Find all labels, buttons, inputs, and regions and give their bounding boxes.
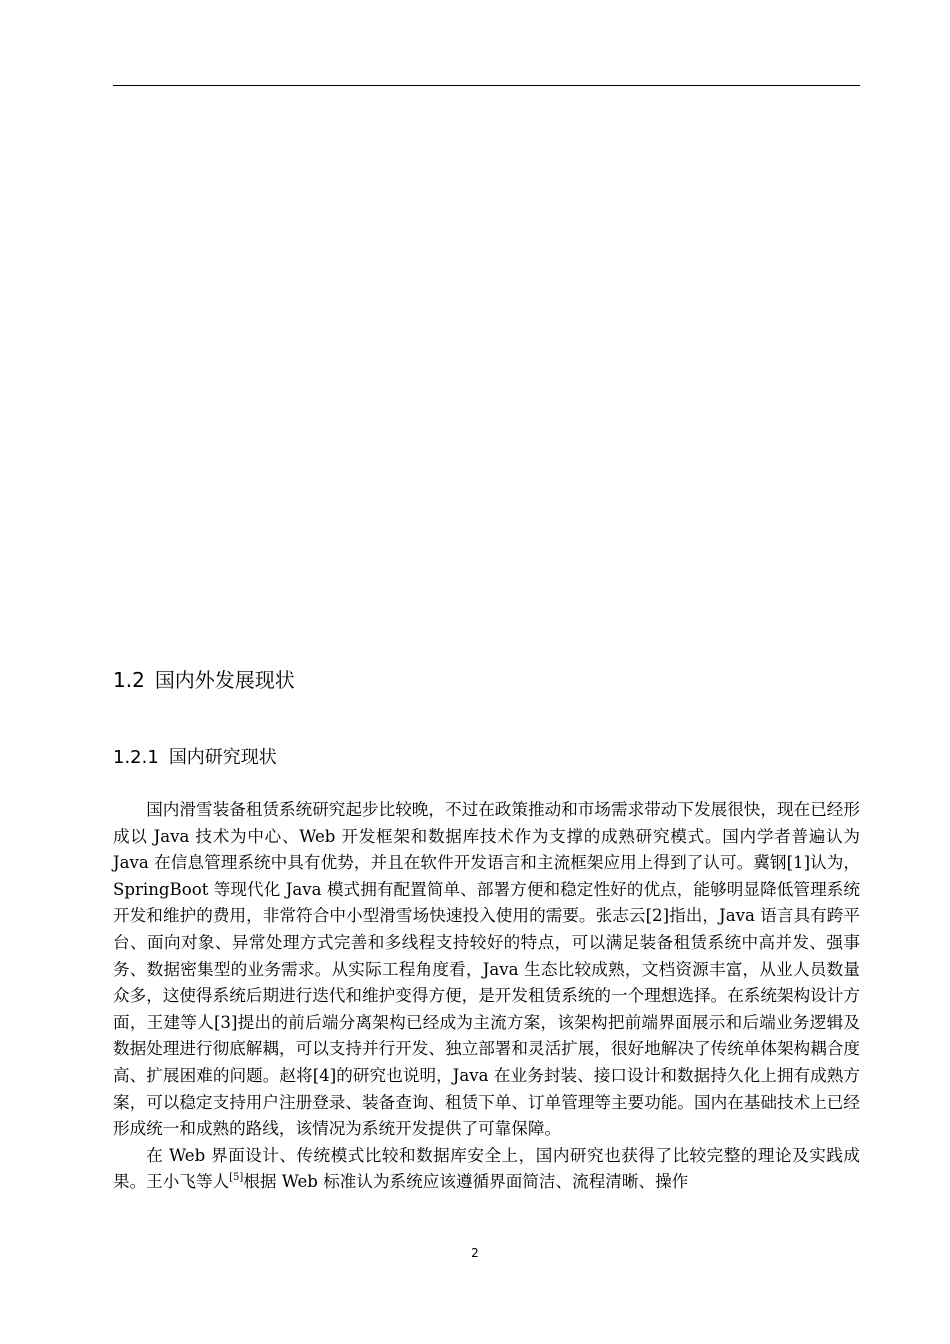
subsection-number: 1.2.1 — [113, 747, 159, 768]
section-title: 国内外发展现状 — [154, 668, 295, 692]
paragraph-2 — [113, 1143, 860, 1196]
subsection-title: 国内研究现状 — [168, 747, 277, 768]
subsection-heading — [113, 745, 277, 771]
paragraph-2-text-after-ref: 根据 Web 标准认为系统应该遵循界面简洁、流程清晰、操作 — [243, 1172, 689, 1192]
citation-ref: [5] — [229, 1172, 244, 1184]
paragraph-1: 国内滑雪装备租赁系统研究起步比较晚，不过在政策推动和市场需求带动下发展很快，现在已经形成以 Java 技术为中心、Web 开发框架和数据库技术作为支撑的成熟研究模式。国内学者普遍认为 Java 在信息管理系统中具有优势，并且在软件开发语言和主流框架应用上得到了认可。冀钢[1]认为，SpringBoot 等现代化 Java 模式拥有配置简单、部署方便和稳定性好的优点，能够明显降低管理系统开发和维护的费用，非常符合中小型滑雪场快速投入使用的需要。张志云[2]指出，Java 语言具有跨平台、面向对象、异常处理方式完善和多线程支持较好的特点，可以满足装备租赁系统中高并发、强事务、数据密集型的业务需求。从实际工程角度看，Java 生态比较成熟，文档资源丰富，从业人员数量众多，这使得系统后期进行迭代和维护变得方便，是开发租赁系统的一个理想选择。在系统架构设计方面，王建等人[3]提出的前后端分离架构已经成为主流方案，该架构把前端界面展示和后端业务逻辑及数据处理进行彻底解耦，可以支持并行开发、独立部署和灵活扩展，很好地解决了传统单体架构耦合度高、扩展困难的问题。赵将[4]的研究也说明，Java 在业务封装、接口设计和数据持久化上拥有成熟方案，可以稳定支持用户注册登录、装备查询、租赁下单、订单管理等主要功能。国内在基础技术上已经形成统一和成熟的路线，该情况为系统开发提供了可靠保障。 — [113, 800, 860, 1139]
header-rule — [113, 85, 860, 86]
section-number: 1.2 — [113, 668, 145, 692]
body-text — [113, 797, 860, 1196]
section-heading — [113, 666, 295, 694]
page-number: 2 — [471, 1246, 479, 1260]
paragraph-2-text-before-ref: 在 Web 界面设计、传统模式比较和数据库安全上，国内研究也获得了比较完整的理论及实践成果。王小飞等人 — [113, 1145, 860, 1192]
